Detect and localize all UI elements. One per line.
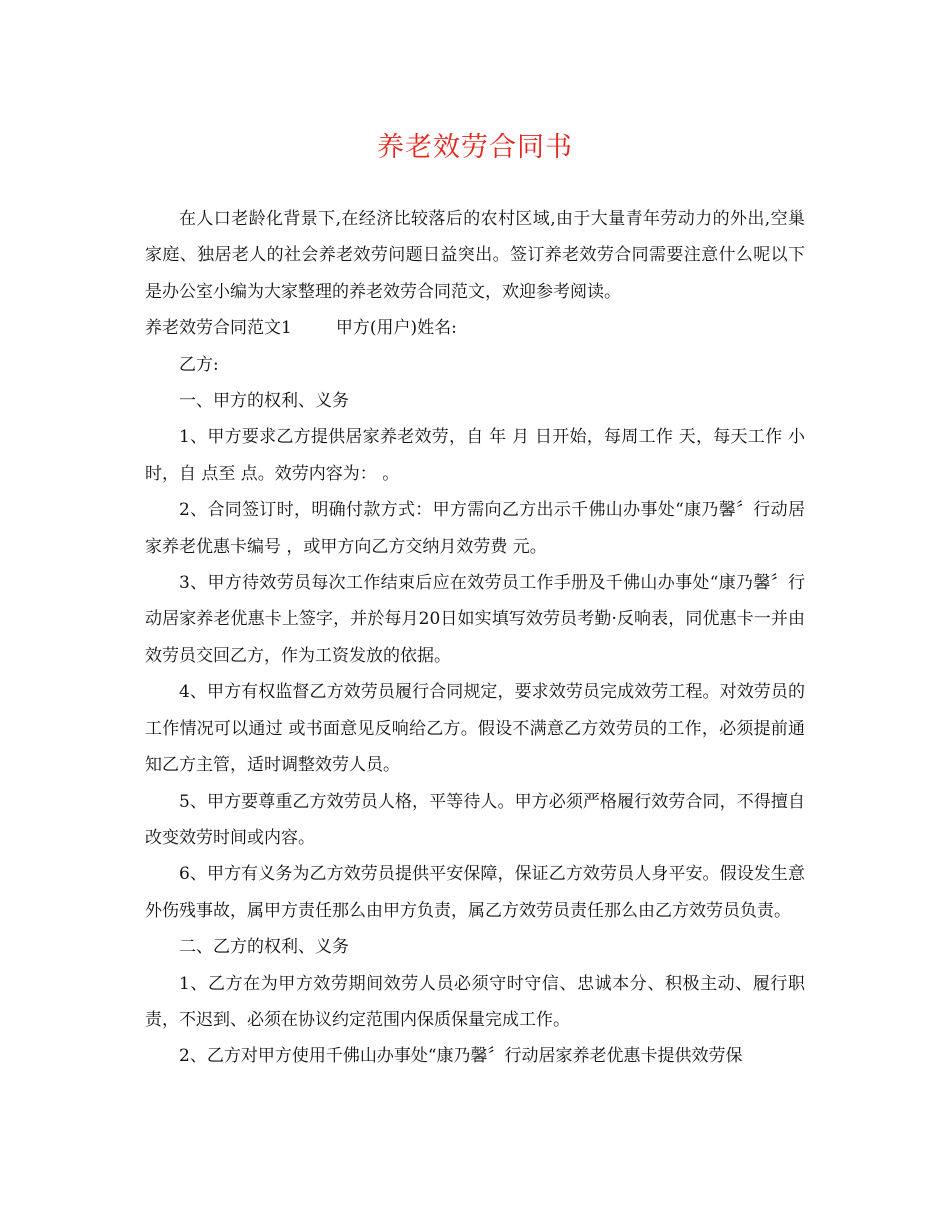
section1-item: 2、合同签订时，明确付款方式：甲方需向乙方出示千佛山办事处“康乃馨〞行动居家养老优惠卡编号 ，或甲方向乙方交纳月效劳费 元。 [145, 500, 805, 557]
section1-item: 4、甲方有权监督乙方效劳员履行合同规定，要求效劳员完成效劳工程。对效劳员的工作情况可以通过 或书面意见反响给乙方。假设不满意乙方效劳员的工作，必须提前通知乙方主管，适时调整效劳人员。 [145, 682, 805, 776]
section1-item: 3、甲方待效劳员每次工作结束后应在效劳员工作手册及千佛山办事处“康乃馨〞行动居家养老优惠卡上签字，并於每月20日如实填写效劳员考勤·反响表，同优惠卡一并由效劳员交回乙方，作为工资发放的依据。 [145, 573, 805, 666]
sample-line [145, 310, 805, 346]
document-title: 养老效劳合同书 [377, 132, 573, 163]
party-a-name-line: 甲方(用户)姓名: [335, 318, 457, 339]
party-b-line: 乙方: [179, 354, 219, 375]
section1-item: 5、甲方要尊重乙方效劳员人格，平等待人。甲方必须严格履行效劳合同，不得擅自改变效劳时间或内容。 [145, 791, 805, 848]
section1-heading: 一、甲方的权利、义务 [179, 391, 349, 412]
section2-heading: 二、乙方的权利、义务 [179, 937, 349, 958]
section2-item: 2、乙方对甲方使用千佛山办事处“康乃馨〞行动居家养老优惠卡提供效劳保 [179, 1046, 743, 1067]
intro-paragraph: 在人口老龄化背景下,在经济比较落后的农村区域,由于大量青年劳动力的外出,空巢家庭、独居老人的社会养老效劳问题日益突出。签订养老效劳合同需要注意什么呢以下是办公室小编为大家整理的养老效劳合同范文，欢迎参考阅读。 [145, 209, 805, 302]
sample-label: 养老效劳合同范文1 [145, 318, 292, 339]
section2-item: 1、乙方在为甲方效劳期间效劳人员必须守时守信、忠诚本分、积极主动、履行职责，不迟到、必须在协议约定范围内保质保量完成工作。 [145, 973, 805, 1030]
document-body [145, 201, 805, 1075]
section1-item: 6、甲方有义务为乙方效劳员提供平安保障，保证乙方效劳员人身平安。假设发生意外伤残事故，属甲方责任那么由甲方负责，属乙方效劳员责任那么由乙方效劳员负责。 [145, 864, 805, 921]
section1-item: 1、甲方要求乙方提供居家养老效劳，自 年 月 日开始，每周工作 天，每天工作 小时，自 点至 点。效劳内容为： 。 [145, 427, 805, 484]
